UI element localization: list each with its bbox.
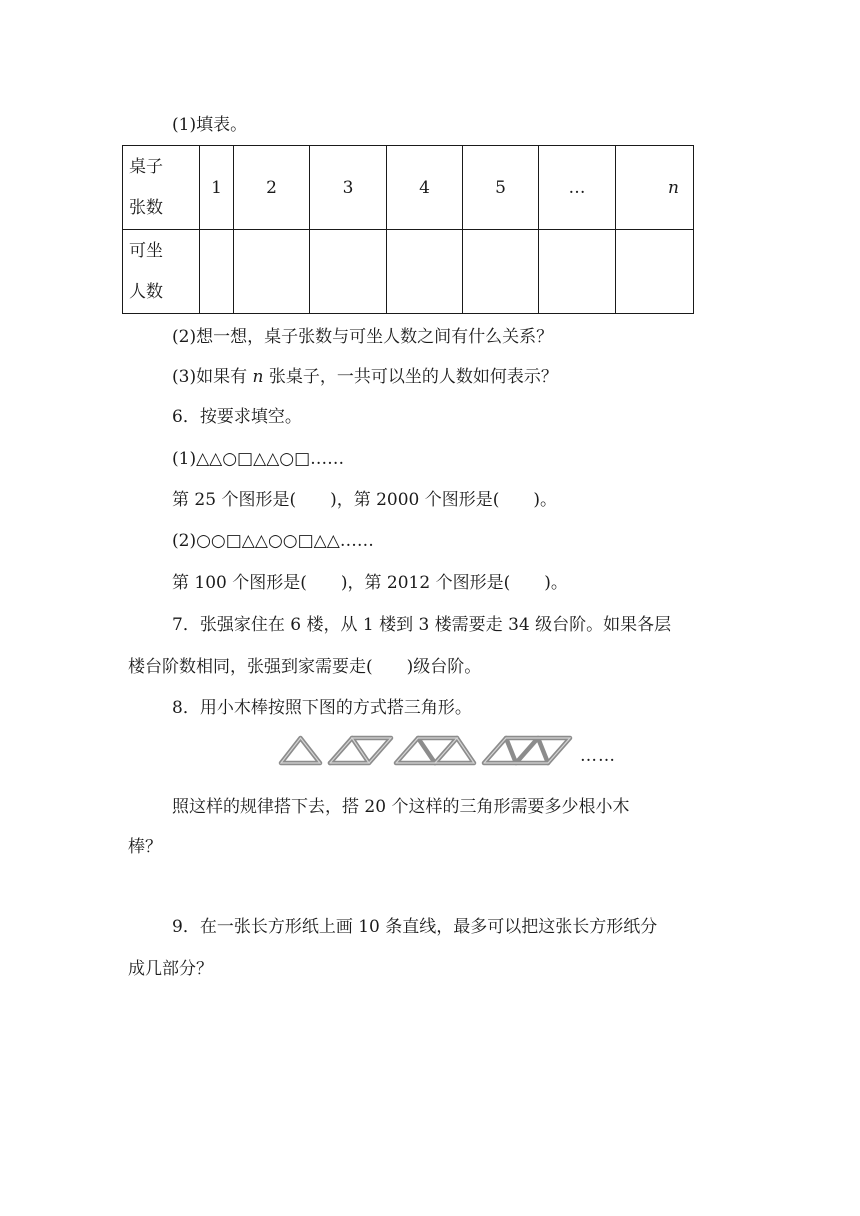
q5-part3-pre: (3)如果有 <box>172 367 253 387</box>
fill-in-table <box>122 145 694 314</box>
q9-line1: 9．在一张长方形纸上画 10 条直线，最多可以把这张长方形纸分 <box>172 917 658 937</box>
answer-cell[interactable] <box>310 230 387 314</box>
table-cell: … <box>539 146 616 230</box>
answer-cell[interactable] <box>387 230 463 314</box>
table-cell: 2 <box>234 146 310 230</box>
q5-part3 <box>172 366 558 388</box>
answer-cell[interactable] <box>539 230 616 314</box>
q6-blank1: 第 25 个图形是( )，第 2000 个图形是( )。 <box>172 490 558 510</box>
q8-line1: 照这样的规律搭下去，搭 20 个这样的三角形需要多少根小木 <box>172 797 630 817</box>
row-header-seats <box>123 230 200 314</box>
q6-blank2: 第 100 个图形是( )，第 2012 个图形是( )。 <box>172 573 568 593</box>
answer-cell[interactable] <box>616 230 694 314</box>
q5-part3-var: n <box>252 367 264 387</box>
answer-cell[interactable] <box>200 230 234 314</box>
stick-figure-4 <box>484 738 570 763</box>
q7-line1: 7．张强家住在 6 楼，从 1 楼到 3 楼需要走 34 级台阶。如果各层 <box>172 615 672 635</box>
q8-title: 8．用小木棒按照下图的方式搭三角形。 <box>172 698 472 718</box>
answer-cell[interactable] <box>463 230 539 314</box>
row-header-tables <box>123 146 200 230</box>
row-header-seats-line2: 人数 <box>129 281 163 302</box>
q6-seq2: (2)○○□△△○○□△△…… <box>172 531 374 551</box>
table-cell: 3 <box>310 146 387 230</box>
table-cell: 1 <box>200 146 234 230</box>
table-cell: n <box>616 146 694 230</box>
table-row-seats <box>123 230 694 314</box>
q5-part1: (1)填表。 <box>172 115 248 135</box>
row-header-tables-line2: 张数 <box>129 197 163 218</box>
table-row-tables <box>123 146 694 230</box>
q6-seq1: (1)△△○□△△○□…… <box>172 449 345 469</box>
matchstick-triangles-figure <box>278 735 574 767</box>
q5-part3-post: 张桌子，一共可以坐的人数如何表示？ <box>263 367 558 387</box>
row-header-tables-line1: 桌子 <box>129 156 163 177</box>
q9-line2: 成几部分？ <box>128 959 213 979</box>
stick-figure-1 <box>281 738 320 763</box>
table-cell: 5 <box>463 146 539 230</box>
table-cell: 4 <box>387 146 463 230</box>
q8-line2: 棒？ <box>128 837 162 857</box>
q7-line2: 楼台阶数相同，张强到家需要走( )级台阶。 <box>128 657 482 677</box>
q5-part2: (2)想一想，桌子张数与可坐人数之间有什么关系？ <box>172 327 554 347</box>
row-header-seats-line1: 可坐 <box>129 240 163 261</box>
answer-cell[interactable] <box>234 230 310 314</box>
q6-title: 6．按要求填空。 <box>172 407 302 427</box>
figure-ellipsis: …… <box>580 746 616 766</box>
